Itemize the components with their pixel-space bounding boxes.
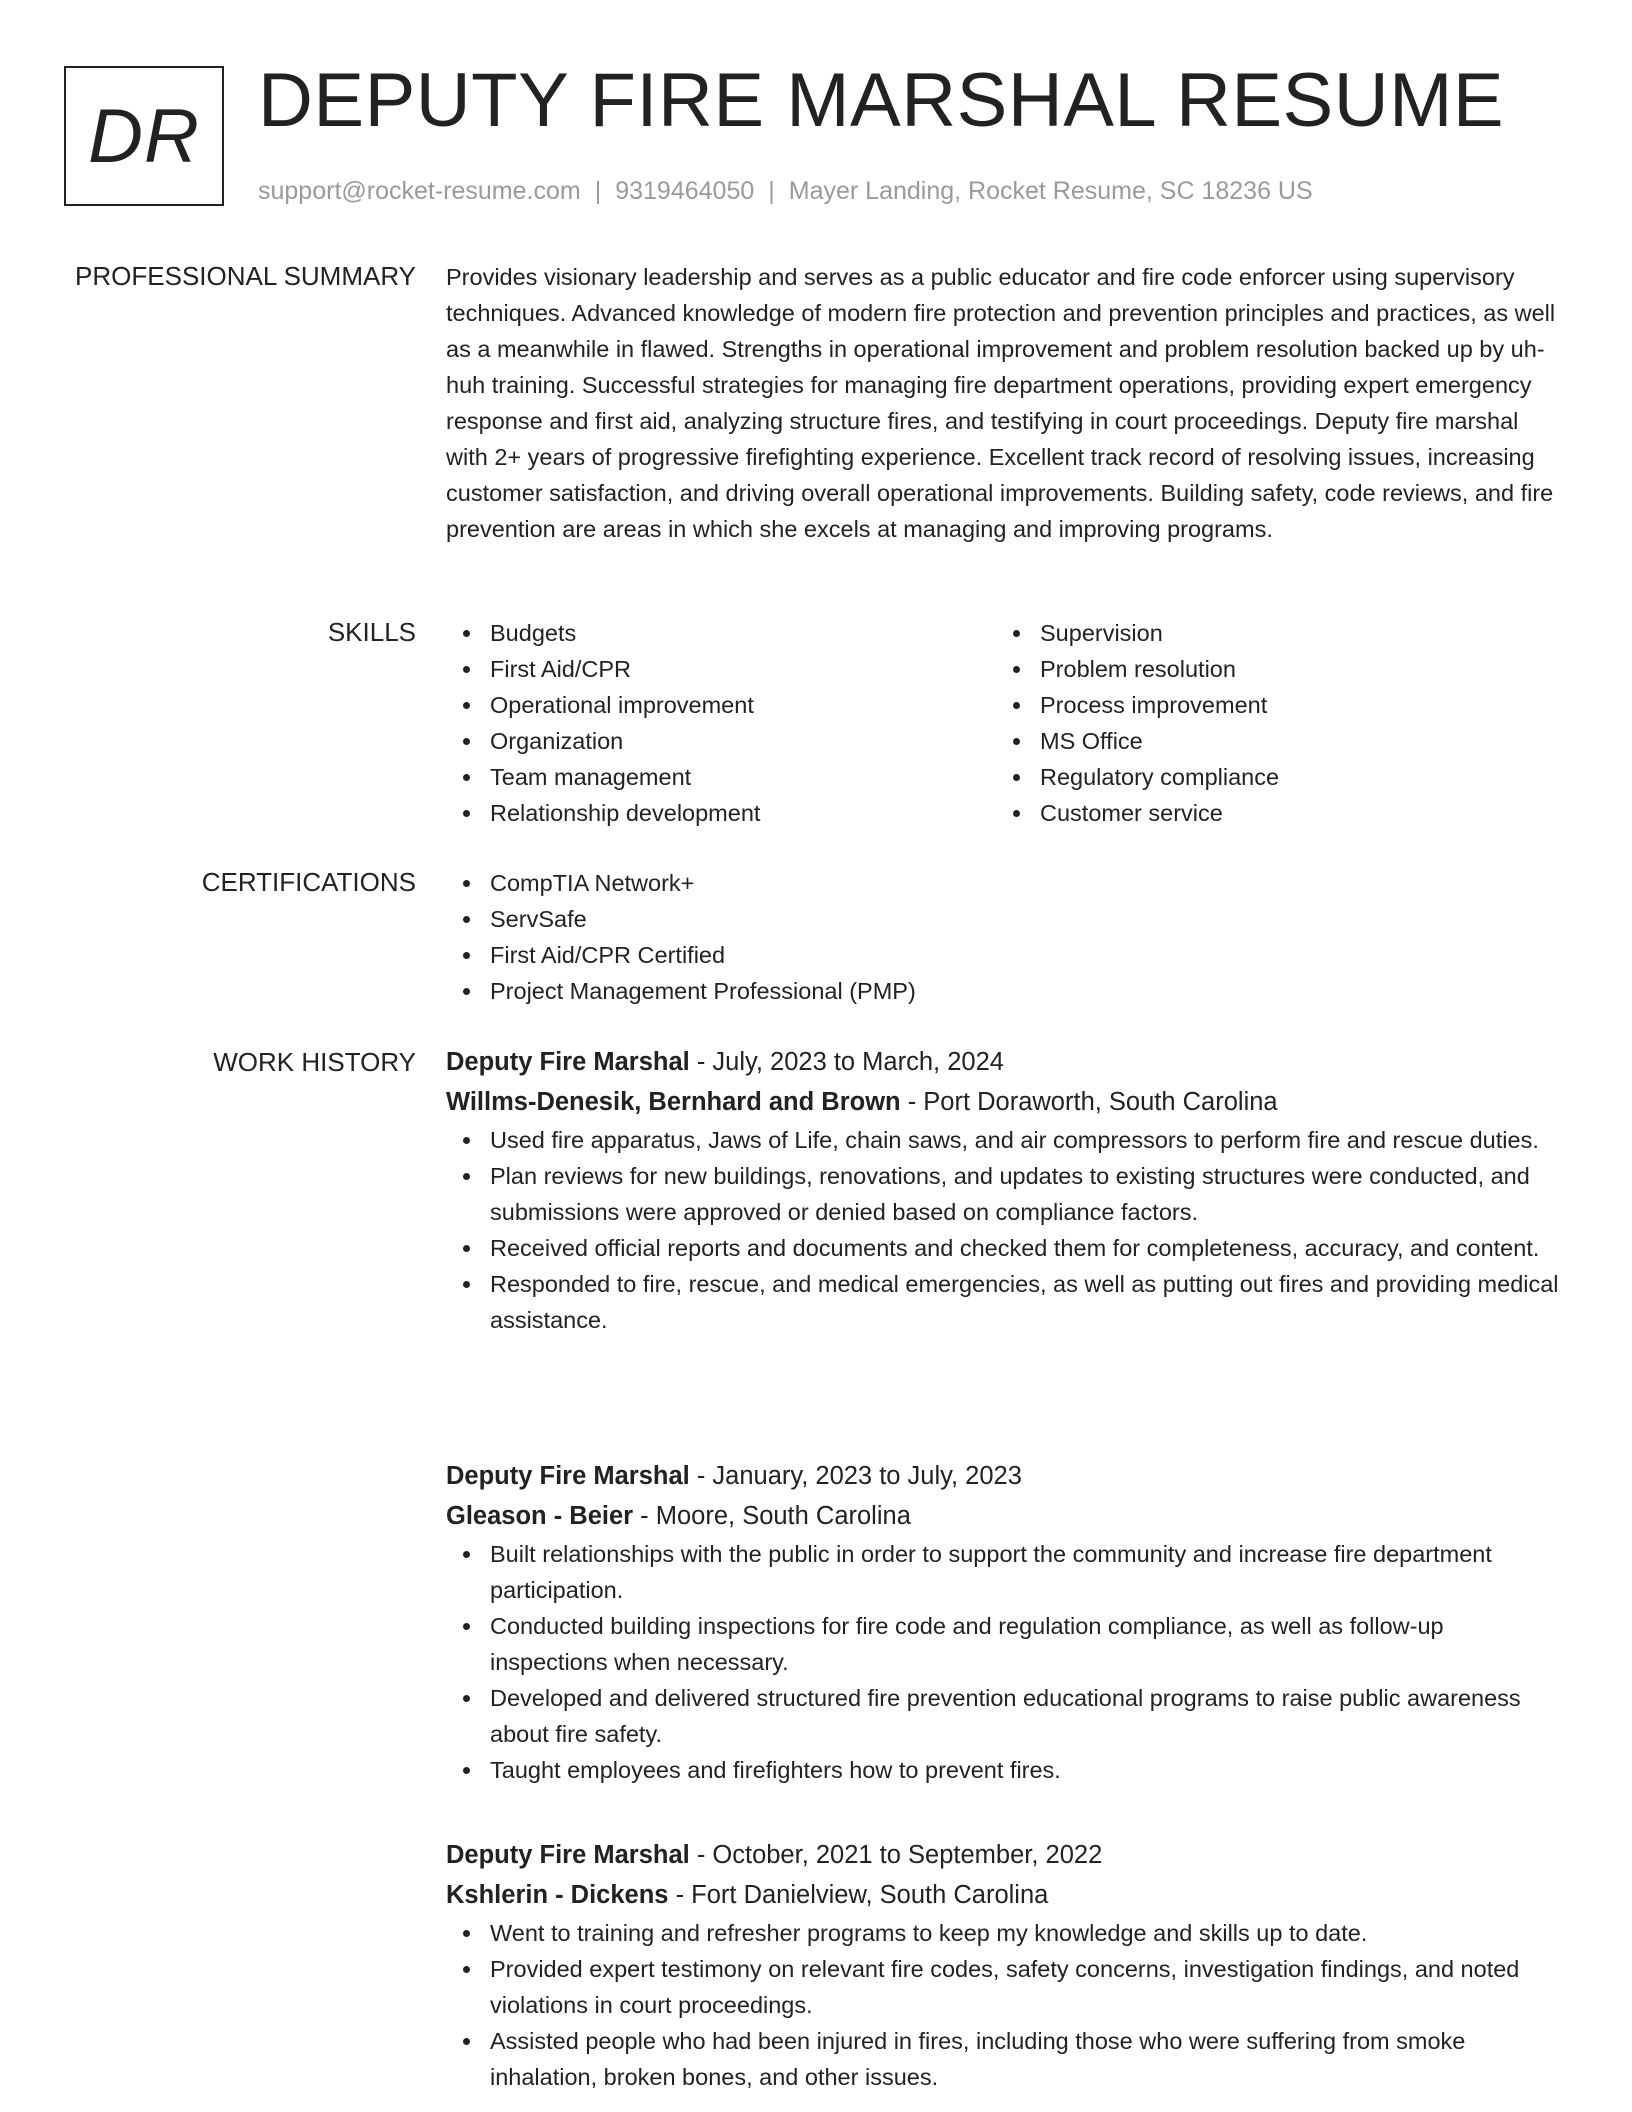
job-entry [446,1042,1566,1338]
job-company: Kshlerin - Dickens [446,1881,669,1909]
job-duty-item: Taught employees and firefighters how to prevent fires. [446,1752,1566,1788]
job-company: Gleason - Beier [446,1502,634,1530]
job-title: Deputy Fire Marshal [446,1841,690,1869]
job-duty-item: Conducted building inspections for fire code and regulation compliance, as well as follow-up inspections when necessary. [446,1608,1566,1680]
job-duty-item: Went to training and refresher programs to keep my knowledge and skills up to date. [446,1915,1566,1951]
contact-address: Mayer Landing, Rocket Resume, SC 18236 US [788,177,1313,205]
skill-item: Operational improvement [446,687,996,723]
contact-line [258,175,1313,207]
job-company-line [446,1496,1566,1536]
job-duty-item: Provided expert testimony on relevant fire codes, safety concerns, investigation findings, and noted violations in court proceedings. [446,1951,1566,2023]
job-company-line [446,1875,1566,1915]
monogram-badge: DR [64,66,224,206]
job-company: Willms-Denesik, Bernhard and Brown [446,1088,901,1116]
job-location: - Fort Danielview, South Carolina [668,1881,1049,1909]
job-title: Deputy Fire Marshal [446,1048,690,1076]
job-dates: - October, 2021 to September, 2022 [689,1841,1103,1869]
job-title-line [446,1042,1566,1082]
job-duties [446,1122,1566,1338]
job-duty-item: Responded to fire, rescue, and medical emergencies, as well as putting out fires and providing medical assistance. [446,1266,1566,1338]
job-duty-item: Developed and delivered structured fire prevention educational programs to raise public awareness about fire safety. [446,1680,1566,1752]
job-duty-item: Received official reports and documents and checked them for completeness, accuracy, and content. [446,1230,1566,1266]
certification-item: Project Management Professional (PMP) [446,973,1566,1009]
job-duty-item: Built relationships with the public in order to support the community and increase fire department participation. [446,1536,1566,1608]
job-duty-item: Assisted people who had been injured in fires, including those who were suffering from smoke inhalation, broken bones, and other issues. [446,2023,1566,2095]
skill-item: MS Office [996,723,1546,759]
job-duty-item: Used fire apparatus, Jaws of Life, chain saws, and air compressors to perform fire and rescue duties. [446,1122,1566,1158]
job-duties [446,1536,1566,1788]
certification-item: First Aid/CPR Certified [446,937,1566,973]
contact-separator: | [768,177,775,205]
job-title-line [446,1456,1566,1496]
skill-item: Budgets [446,615,996,651]
job-duties [446,1915,1566,2095]
job-dates: - January, 2023 to July, 2023 [689,1462,1022,1490]
certifications-heading: CERTIFICATIONS [201,867,416,897]
skill-item: First Aid/CPR [446,651,996,687]
job-location: - Moore, South Carolina [633,1502,911,1530]
skill-item: Problem resolution [996,651,1546,687]
contact-email: support@rocket-resume.com [258,177,581,205]
contact-phone: 9319464050 [615,177,755,205]
skills-column-left [446,615,996,831]
summary-text: Provides visionary leadership and serves as a public educator and fire code enforcer using supervisory techniques. Advanced knowledge of modern fire protection and prevention principles and practices, as well as a meanwhile in flawed. Strengths in operational improvement and problem resolution backed up by uh-huh training. Successful strategies for managing fire department operations, providing expert emergency response and first aid, analyzing structure fires, and testifying in court proceedings. Deputy fire marshal with 2+ years of progressive firefighting experience. Excellent track record of resolving issues, increasing customer satisfaction, and driving overall operational improvements. Building safety, code reviews, and fire prevention are areas in which she excels at managing and improving programs. [446,264,1556,542]
job-dates: - July, 2023 to March, 2024 [689,1048,1004,1076]
skills-list [446,615,1566,831]
job-entry [446,1456,1566,1788]
job-company-line [446,1082,1566,1122]
job-duty-item: Plan reviews for new buildings, renovations, and updates to existing structures were conducted, and submissions were approved or denied based on compliance factors. [446,1158,1566,1230]
skill-item: Customer service [996,795,1546,831]
job-entry [446,1835,1566,2095]
skill-item: Organization [446,723,996,759]
skills-heading: SKILLS [327,617,416,647]
skill-item: Team management [446,759,996,795]
skill-item: Supervision [996,615,1546,651]
skill-item: Regulatory compliance [996,759,1546,795]
work-history-heading: WORK HISTORY [213,1047,416,1077]
certification-item: CompTIA Network+ [446,865,1566,901]
contact-separator: | [594,177,602,205]
certifications-list [446,865,1566,1009]
summary-heading: PROFESSIONAL SUMMARY [75,261,416,291]
job-location: - Port Doraworth, South Carolina [900,1088,1278,1116]
job-title-line [446,1835,1566,1875]
skill-item: Process improvement [996,687,1546,723]
page-title: DEPUTY FIRE MARSHAL RESUME [258,58,1505,143]
certification-item: ServSafe [446,901,1566,937]
job-title: Deputy Fire Marshal [446,1462,690,1490]
skills-column-right [996,615,1546,831]
skill-item: Relationship development [446,795,996,831]
